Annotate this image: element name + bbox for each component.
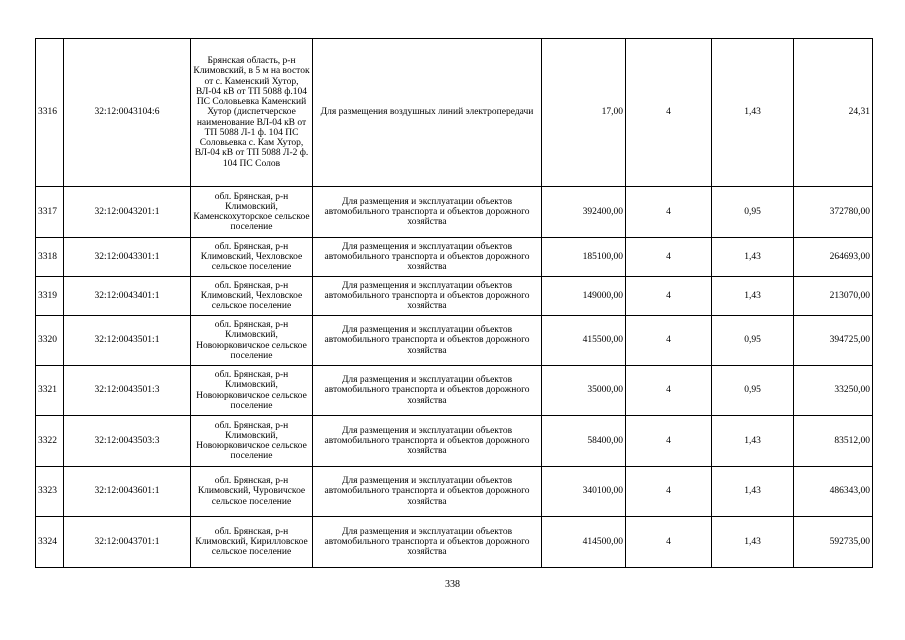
permitted-use: Для размещения и эксплуатации объектов автомобильного транспорта и объектов дорожного хозяйства: [313, 316, 542, 366]
permitted-use: Для размещения и эксплуатации объектов автомобильного транспорта и объектов дорожного хозяйства: [313, 416, 542, 467]
table-row: [36, 316, 873, 366]
land-registry-table: [35, 38, 873, 568]
value: 24,31: [794, 39, 873, 187]
coefficient-2: 1,43: [712, 416, 794, 467]
row-number: 3324: [36, 517, 64, 568]
value: 394725,00: [794, 316, 873, 366]
page-number: 338: [445, 579, 460, 590]
area: 185100,00: [542, 238, 626, 277]
coefficient-1: 4: [626, 467, 712, 517]
row-number: 3322: [36, 416, 64, 467]
cadastral-number: 32:12:0043104:6: [64, 39, 191, 187]
permitted-use: Для размещения и эксплуатации объектов автомобильного транспорта и объектов дорожного хозяйства: [313, 366, 542, 416]
area: 414500,00: [542, 517, 626, 568]
cadastral-number: 32:12:0043701:1: [64, 517, 191, 568]
cadastral-number: 32:12:0043501:3: [64, 366, 191, 416]
permitted-use: Для размещения и эксплуатации объектов автомобильного транспорта и объектов дорожного хозяйства: [313, 238, 542, 277]
coefficient-2: 1,43: [712, 517, 794, 568]
cadastral-number: 32:12:0043301:1: [64, 238, 191, 277]
address: Брянская область, р-н Климовский, в 5 м на восток от с. Каменский Хутор, ВЛ-04 кВ от ТП 5088 ф.104 ПС Соловьевка Каменский Хутор (диспетчерское наименование ВЛ-04 кВ от ТП 5088 Л-1 ф. 104 ПС Соловьевка с. Кам Хутор, ВЛ-04 кВ от ТП 5088 Л-2 ф. 104 ПС Солов: [191, 39, 313, 187]
row-number: 3321: [36, 366, 64, 416]
address: обл. Брянская, р-н Климовский, Новоюрковичское сельское поселение: [191, 416, 313, 467]
row-number: 3318: [36, 238, 64, 277]
cadastral-number: 32:12:0043201:1: [64, 187, 191, 238]
row-number: 3319: [36, 277, 64, 316]
cadastral-number: 32:12:0043501:1: [64, 316, 191, 366]
coefficient-2: 0,95: [712, 187, 794, 238]
row-number: 3316: [36, 39, 64, 187]
area: 149000,00: [542, 277, 626, 316]
area: 392400,00: [542, 187, 626, 238]
address: обл. Брянская, р-н Климовский, Чехловское сельское поселение: [191, 238, 313, 277]
address: обл. Брянская, р-н Климовский, Новоюрковичское сельское поселение: [191, 316, 313, 366]
permitted-use: Для размещения и эксплуатации объектов автомобильного транспорта и объектов дорожного хозяйства: [313, 277, 542, 316]
value: 33250,00: [794, 366, 873, 416]
coefficient-2: 0,95: [712, 366, 794, 416]
table-row: [36, 39, 873, 187]
coefficient-1: 4: [626, 277, 712, 316]
permitted-use: Для размещения и эксплуатации объектов автомобильного транспорта и объектов дорожного хозяйства: [313, 517, 542, 568]
address: обл. Брянская, р-н Климовский, Чуровичское сельское поселение: [191, 467, 313, 517]
coefficient-1: 4: [626, 416, 712, 467]
table-row: [36, 187, 873, 238]
area: 17,00: [542, 39, 626, 187]
coefficient-1: 4: [626, 316, 712, 366]
table-row: [36, 517, 873, 568]
area: 58400,00: [542, 416, 626, 467]
address: обл. Брянская, р-н Климовский, Новоюрковичское сельское поселение: [191, 366, 313, 416]
value: 592735,00: [794, 517, 873, 568]
permitted-use: Для размещения и эксплуатации объектов автомобильного транспорта и объектов дорожного хозяйства: [313, 187, 542, 238]
row-number: 3323: [36, 467, 64, 517]
address: обл. Брянская, р-н Климовский, Кирилловское сельское поселение: [191, 517, 313, 568]
coefficient-2: 1,43: [712, 238, 794, 277]
coefficient-1: 4: [626, 238, 712, 277]
permitted-use: Для размещения и эксплуатации объектов автомобильного транспорта и объектов дорожного хозяйства: [313, 467, 542, 517]
coefficient-1: 4: [626, 517, 712, 568]
table-row: [36, 277, 873, 316]
permitted-use: Для размещения воздушных линий электропередачи: [313, 39, 542, 187]
value: 486343,00: [794, 467, 873, 517]
coefficient-2: 0,95: [712, 316, 794, 366]
table-row: [36, 366, 873, 416]
cadastral-number: 32:12:0043601:1: [64, 467, 191, 517]
coefficient-2: 1,43: [712, 39, 794, 187]
value: 83512,00: [794, 416, 873, 467]
coefficient-1: 4: [626, 187, 712, 238]
table-row: [36, 416, 873, 467]
coefficient-2: 1,43: [712, 467, 794, 517]
value: 213070,00: [794, 277, 873, 316]
cadastral-number: 32:12:0043503:3: [64, 416, 191, 467]
table-row: [36, 467, 873, 517]
address: обл. Брянская, р-н Климовский, Каменскохуторское сельское поселение: [191, 187, 313, 238]
coefficient-2: 1,43: [712, 277, 794, 316]
area: 35000,00: [542, 366, 626, 416]
table-row: [36, 238, 873, 277]
area: 415500,00: [542, 316, 626, 366]
address: обл. Брянская, р-н Климовский, Чехловское сельское поселение: [191, 277, 313, 316]
cadastral-number: 32:12:0043401:1: [64, 277, 191, 316]
coefficient-1: 4: [626, 39, 712, 187]
row-number: 3320: [36, 316, 64, 366]
row-number: 3317: [36, 187, 64, 238]
area: 340100,00: [542, 467, 626, 517]
value: 372780,00: [794, 187, 873, 238]
value: 264693,00: [794, 238, 873, 277]
coefficient-1: 4: [626, 366, 712, 416]
